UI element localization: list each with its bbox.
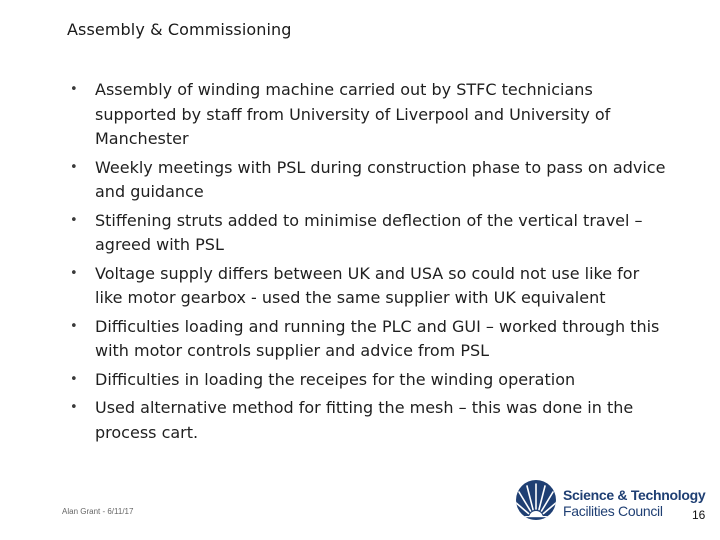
- bullet-icon: •: [70, 159, 78, 175]
- logo-text-line2: Facilities Council: [563, 503, 663, 519]
- bullet-item: [67, 262, 667, 311]
- bullet-icon: •: [70, 371, 78, 387]
- bullet-text: Difficulties in loading the receipes for the winding operation: [95, 369, 576, 389]
- bullet-item: [67, 156, 667, 205]
- stfc-logo: [514, 478, 704, 522]
- bullet-text: Difficulties loading and running the PLC and GUI – worked through this with motor controls supplier and advice from PSL: [95, 316, 660, 361]
- stfc-logo-icon: [514, 478, 558, 522]
- bullet-text: Weekly meetings with PSL during construction phase to pass on advice and guidance: [95, 157, 666, 202]
- bullet-icon: •: [70, 212, 78, 228]
- bullet-item: [67, 209, 667, 258]
- bullet-item: [67, 396, 667, 445]
- page-number: 16: [692, 508, 706, 522]
- bullet-item: [67, 368, 667, 393]
- footer-author-date: Alan Grant - 6/11/17: [62, 507, 134, 516]
- bullet-item: [67, 78, 667, 152]
- logo-text-line1: Science & Technology: [563, 487, 706, 503]
- bullet-icon: •: [70, 82, 78, 97]
- bullet-text: Voltage supply differs between UK and USA so could not use like for like motor gearbox - used the same supplier with UK equivalent: [95, 263, 640, 308]
- bullet-text: Stiffening struts added to minimise deflection of the vertical travel – agreed with PSL: [95, 210, 643, 255]
- bullet-icon: •: [70, 265, 78, 281]
- bullet-text: Assembly of winding machine carried out by STFC technicians supported by staff from University of Liverpool and University of Manchester: [95, 80, 611, 149]
- bullet-text: Used alternative method for fitting the mesh – this was done in the process cart.: [95, 397, 634, 442]
- slide-title: Assembly & Commissioning: [67, 20, 292, 39]
- bullet-icon: •: [70, 399, 78, 415]
- bullet-icon: •: [70, 318, 78, 334]
- bullet-list: [67, 78, 667, 449]
- bullet-item: [67, 315, 667, 364]
